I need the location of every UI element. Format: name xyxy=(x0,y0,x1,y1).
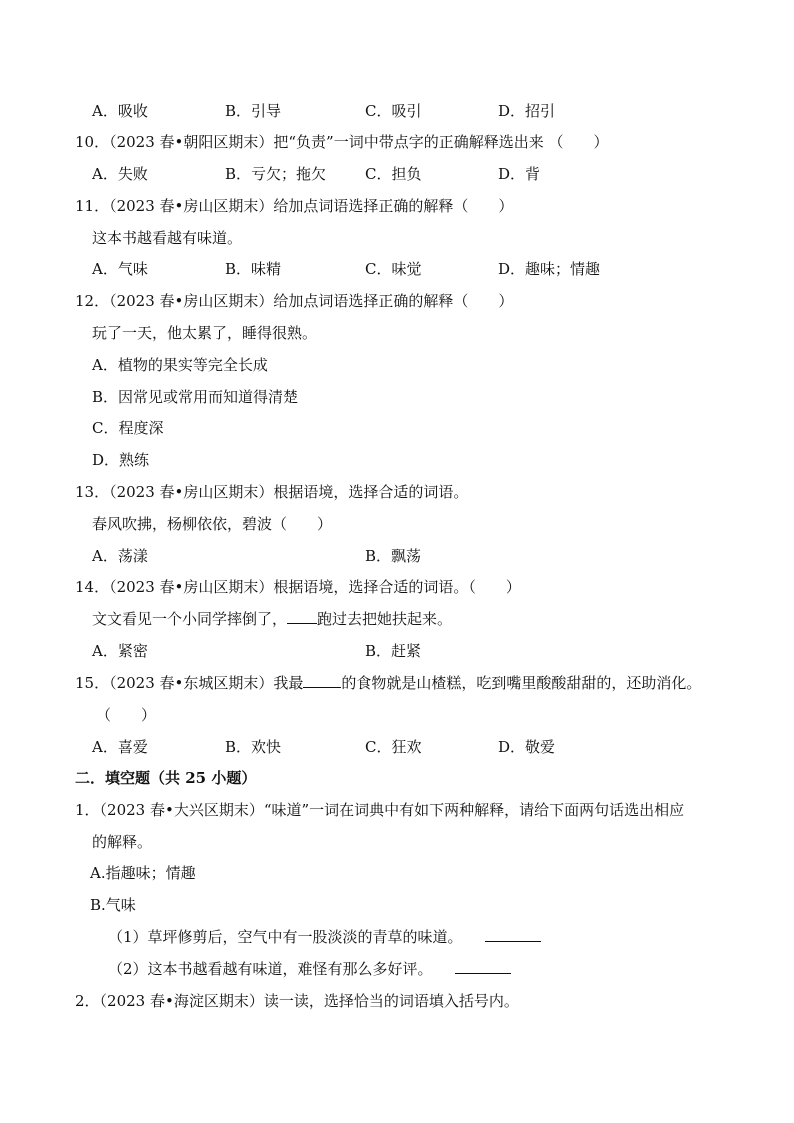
fill-1-item-2-answer-blank[interactable] xyxy=(455,959,511,974)
question-15-stem xyxy=(75,673,701,693)
q12-option-a: A．植物的果实等完全长成 xyxy=(92,356,268,374)
fill-1-item-1-answer-blank[interactable] xyxy=(485,927,541,942)
fill-2-stem: 2．（2023 春•海淀区期末）读一读，选择恰当的词语填入括号内。 xyxy=(75,992,519,1010)
q14-blank xyxy=(287,609,317,624)
fill-1-item-1-text: （1）草坪修剪后，空气中有一股淡淡的青草的味道。 xyxy=(108,928,463,946)
q15-option-c: C．狂欢 xyxy=(365,738,422,756)
fill-1-item-2 xyxy=(108,959,511,979)
q10-option-b: B．亏欠；拖欠 xyxy=(225,165,327,183)
q9-option-a: A．吸收 xyxy=(92,102,148,120)
q9-option-c: C．吸引 xyxy=(365,102,422,120)
question-11-sentence: 这本书越看越有味道。 xyxy=(92,229,243,247)
q14-sentence-part-a: 文文看见一个小同学摔倒了， xyxy=(92,610,288,628)
question-13-sentence: 春风吹拂，杨柳依依，碧波（ ） xyxy=(92,515,333,533)
q14-sentence-part-b: 跑过去把她扶起来。 xyxy=(317,610,453,628)
q14-option-b: B．赶紧 xyxy=(365,642,422,660)
q15-stem-part-b: 的食物就是山楂糕，吃到嘴里酸酸甜甜的，还助消化。 xyxy=(341,674,702,692)
fill-1-definition-a: A.指趣味；情趣 xyxy=(90,864,196,882)
q13-option-b: B．飘荡 xyxy=(365,547,422,565)
q11-option-b: B．味精 xyxy=(225,260,282,278)
question-11-stem: 11．（2023 春•房山区期末）给加点词语选择正确的解释（ ） xyxy=(75,197,514,215)
question-13-stem: 13．（2023 春•房山区期末）根据语境，选择合适的词语。 xyxy=(75,483,469,501)
q15-option-d: D．敬爱 xyxy=(498,738,556,756)
q10-option-c: C．担负 xyxy=(365,165,422,183)
q10-option-d: D．背 xyxy=(498,165,541,183)
fill-1-stem-line1: 1．（2023 春•大兴区期末）“味道”一词在词典中有如下两种解释，请给下面两句话选出相应 xyxy=(75,801,685,819)
question-14-stem: 14．（2023 春•房山区期末）根据语境，选择合适的词语。（ ） xyxy=(75,578,521,596)
question-12-stem: 12．（2023 春•房山区期末）给加点词语选择正确的解释（ ） xyxy=(75,292,514,310)
fill-1-stem-line2: 的解释。 xyxy=(92,833,153,851)
q15-answer-parens: （ ） xyxy=(96,706,157,724)
q9-option-b: B．引导 xyxy=(225,102,282,120)
fill-1-item-2-text: （2）这本书越看越有味道，难怪有那么多好评。 xyxy=(108,960,433,978)
q12-option-c: C．程度深 xyxy=(92,419,164,437)
q15-stem-part-a: 15．（2023 春•东城区期末）我最 xyxy=(75,674,304,692)
q11-option-d: D．趣味；情趣 xyxy=(498,260,601,278)
question-10-stem: 10．（2023 春•朝阳区期末）把“负责”一词中带点字的正确解释选出来 （ ） xyxy=(75,133,609,151)
q12-option-d: D．熟练 xyxy=(92,451,150,469)
q15-option-a: A．喜爱 xyxy=(92,738,148,756)
fill-1-definition-b: B.气味 xyxy=(90,896,136,914)
q15-blank xyxy=(303,673,341,688)
q15-option-b: B．欢快 xyxy=(225,738,282,756)
fill-1-item-1 xyxy=(108,927,541,947)
q14-option-a: A．紧密 xyxy=(92,642,148,660)
q11-option-a: A．气味 xyxy=(92,260,148,278)
section-2-title: 二．填空题（共 25 小题） xyxy=(75,769,257,787)
question-12-sentence: 玩了一天，他太累了，睡得很熟。 xyxy=(92,324,318,342)
q12-option-b: B．因常见或常用而知道得清楚 xyxy=(92,388,299,406)
q10-option-a: A．失败 xyxy=(92,165,148,183)
q11-option-c: C．味觉 xyxy=(365,260,422,278)
q9-option-d: D．招引 xyxy=(498,102,556,120)
q13-option-a: A．荡漾 xyxy=(92,547,148,565)
question-14-sentence xyxy=(92,609,452,629)
